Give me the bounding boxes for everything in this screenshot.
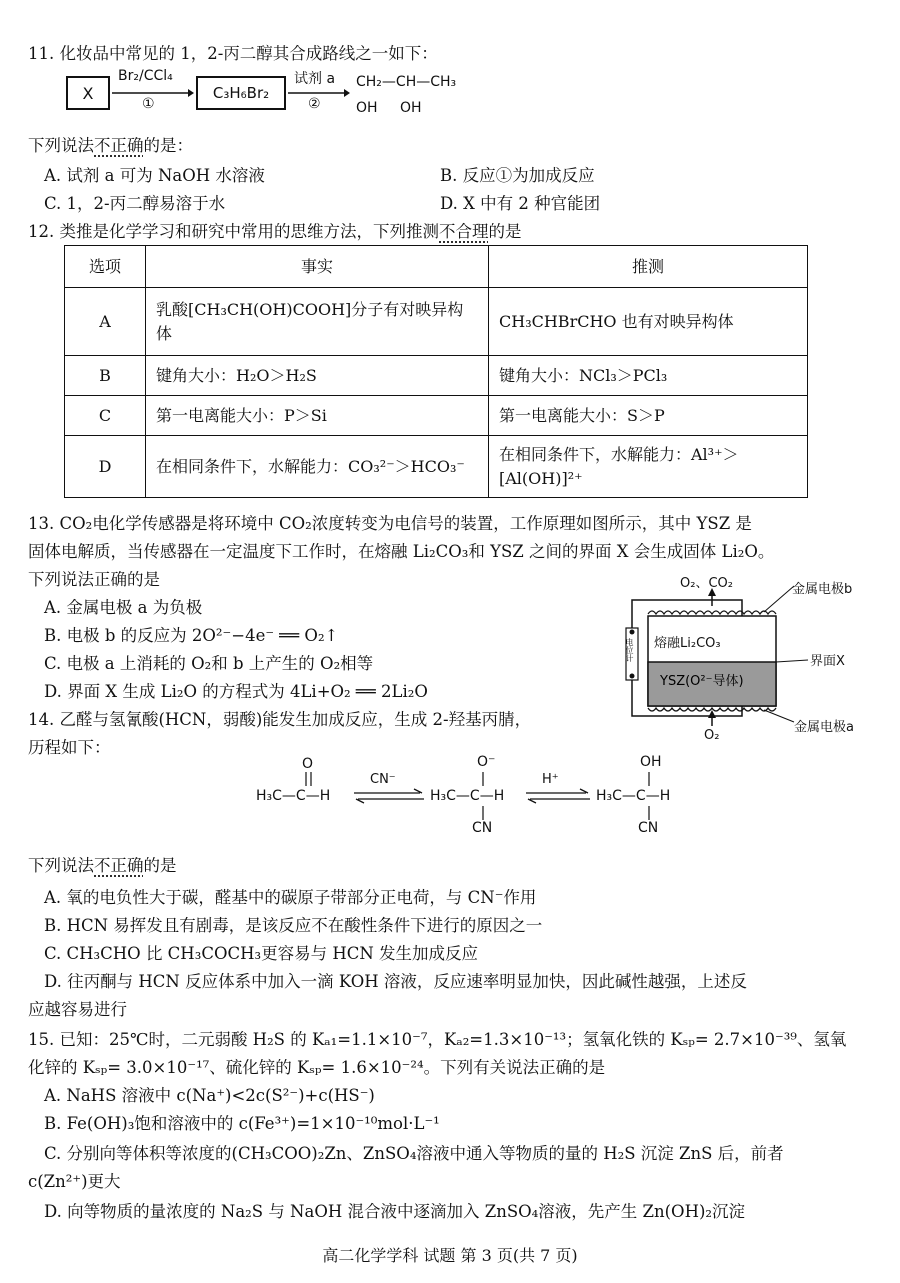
reactant-double-bond <box>303 772 315 786</box>
q12-stem <box>28 218 522 242</box>
q15-option-c-line-1: C. 分别向等体积等浓度的(CH₃COO)₂Zn、ZnSO₄溶液中通入等物质的量的 H₂S 沉淀 ZnS 后，前者 <box>44 1144 784 1163</box>
q14-option-c: C. CH₃CHO 比 CH₃COCH₃更容易与 HCN 发生加成反应 <box>44 944 479 963</box>
header-option: 选项 <box>65 246 146 288</box>
meter-label: 电位计 <box>625 638 634 662</box>
q14-option-a: A. 氧的电负性大于碳，醛基中的碳原子带部分正电荷，与 CN⁻作用 <box>44 888 537 907</box>
row-d-inference: 在相同条件下，水解能力：Al³⁺＞[Al(OH)]²⁺ <box>489 436 808 498</box>
product-cn: CN <box>638 820 659 836</box>
intermediate-chain: H₃C—C—H <box>430 788 505 804</box>
q14-line-2: 历程如下： <box>28 738 111 757</box>
catalyst-cn: CN⁻ <box>370 772 396 787</box>
q12-stem-pre: 12. 类推是化学学习和研究中常用的思维方法，下列推测 <box>28 222 439 241</box>
reagent-2: 试剂 a <box>294 71 336 87</box>
row-c-label: C <box>65 396 146 436</box>
q13-option-b: B. 电极 b 的反应为 2O²⁻−4e⁻ ══ O₂↑ <box>44 626 339 645</box>
q14-prompt-post: 的是 <box>143 856 177 875</box>
intermediate-bond-up <box>481 772 485 786</box>
intermediate-oxide: O⁻ <box>477 754 496 770</box>
equilibrium-arrow-2 <box>526 788 590 804</box>
row-c-inference: 第一电离能大小：S＞P <box>489 396 808 436</box>
intermediate-bond-down <box>481 806 485 820</box>
q11-stem: 11. 化妆品中常见的 1，2-丙二醇其合成路线之一如下： <box>28 44 438 63</box>
reactant-x-box: X <box>66 76 110 110</box>
q15-option-b: B. Fe(OH)₃饱和溶液中的 c(Fe³⁺)=1×10⁻¹⁰mol·L⁻¹ <box>44 1114 440 1133</box>
q13-line-3: 下列说法正确的是 <box>28 570 160 589</box>
bottom-gas-label: O₂ <box>704 728 720 743</box>
intermediate-cn: CN <box>472 820 493 836</box>
q13-line-2: 固体电解质，当传感器在一定温度下工作时，在熔融 Li₂CO₃和 YSZ 之间的界面 X 会生成固体 Li₂O。 <box>28 542 775 561</box>
table-row <box>65 288 808 356</box>
electrode-b-label: 金属电极b <box>792 582 853 597</box>
q11-option-b: B. 反应①为加成反应 <box>440 166 595 185</box>
q11-prompt-emphasis: 不正确 <box>94 136 144 155</box>
sensor-diagram-drawing <box>624 572 900 752</box>
q15-line-2: 化锌的 Kₛₚ= 3.0×10⁻¹⁷、硫化锌的 Kₛₚ= 1.6×10⁻²⁴。下列有关说法正确的是 <box>28 1058 606 1077</box>
row-b-fact: 键角大小：H₂O＞H₂S <box>146 356 489 396</box>
q12-table <box>64 245 808 498</box>
catalyst-h: H⁺ <box>542 772 559 787</box>
q15-line-1: 15. 已知：25℃时，二元弱酸 H₂S 的 Kₐ₁=1.1×10⁻⁷，Kₐ₂=1.3×10⁻¹³；氢氧化铁的 Kₛₚ= 2.7×10⁻³⁹、氢氧 <box>28 1030 847 1049</box>
reagent-1: Br₂/CCl₄ <box>118 68 173 84</box>
q11-option-a: A. 试剂 a 可为 NaOH 水溶液 <box>44 166 265 185</box>
q15-option-d: D. 向等物质的量浓度的 Na₂S 与 NaOH 混合液中逐滴加入 ZnSO₄溶液，先产生 Zn(OH)₂沉淀 <box>44 1202 746 1221</box>
equilibrium-arrow-1 <box>354 788 424 804</box>
row-a-inference: CH₃CHBrCHO 也有对映异构体 <box>489 288 808 356</box>
product-bond-up <box>647 772 651 786</box>
q14-option-d-line-2: 应越容易进行 <box>28 1000 127 1019</box>
row-b-label: B <box>65 356 146 396</box>
product-chain: CH₂—CH—CH₃ <box>356 74 457 90</box>
q14-prompt-emphasis: 不正确 <box>94 856 144 875</box>
q14-option-d-line-1: D. 往丙酮与 HCN 反应体系中加入一滴 KOH 溶液，反应速率明显加快，因此碱性越强，上述反 <box>44 972 747 991</box>
header-fact: 事实 <box>146 246 489 288</box>
reactant-chain: H₃C—C—H <box>256 788 331 804</box>
q12-stem-emphasis: 不合理 <box>439 222 489 241</box>
table-row <box>65 396 808 436</box>
q11-option-c: C. 1，2-丙二醇易溶于水 <box>44 194 226 213</box>
header-inference: 推测 <box>489 246 808 288</box>
top-gas-label: O₂、CO₂ <box>680 576 733 591</box>
row-b-inference: 键角大小：NCl₃＞PCl₃ <box>489 356 808 396</box>
table-row <box>65 356 808 396</box>
page-footer: 高二化学学科 试题 第 3 页(共 7 页) <box>322 1246 578 1265</box>
q13-option-d: D. 界面 X 生成 Li₂O 的方程式为 4Li+O₂ ══ 2Li₂O <box>44 682 428 701</box>
table-row <box>65 436 808 498</box>
step-1-label: ① <box>142 96 155 112</box>
q15-option-a: A. NaHS 溶液中 c(Na⁺)<2c(S²⁻)+c(HS⁻) <box>44 1086 375 1105</box>
electrode-a-label: 金属电极a <box>794 720 854 735</box>
q13-line-1: 13. CO₂电化学传感器是将环境中 CO₂浓度转变为电信号的装置，工作原理如图所示，其中 YSZ 是 <box>28 514 752 533</box>
interface-label: 界面X <box>810 654 845 669</box>
reactant-oxygen: O <box>302 756 314 772</box>
table-header-row <box>65 246 808 288</box>
q11-prompt <box>28 132 193 156</box>
q14-prompt-pre: 下列说法 <box>28 856 94 875</box>
product-hydroxyl: OH <box>640 754 662 770</box>
q15-option-c-line-2: c(Zn²⁺)更大 <box>28 1172 121 1191</box>
product-bond-down <box>647 806 651 820</box>
row-d-label: D <box>65 436 146 498</box>
ysz-label: YSZ(O²⁻导体) <box>660 674 744 689</box>
row-c-fact: 第一电离能大小：P＞Si <box>146 396 489 436</box>
row-a-fact: 乳酸[CH₃CH(OH)COOH]分子有对映异构体 <box>146 288 489 356</box>
q11-prompt-post: 的是： <box>143 136 193 155</box>
q13-option-c: C. 电极 a 上消耗的 O₂和 b 上产生的 O₂相等 <box>44 654 374 673</box>
product-oh-2: OH <box>400 100 422 116</box>
row-d-fact: 在相同条件下，水解能力：CO₃²⁻＞HCO₃⁻ <box>146 436 489 498</box>
product-oh-1: OH <box>356 100 378 116</box>
intermediate-box: C₃H₆Br₂ <box>196 76 286 110</box>
q11-prompt-pre: 下列说法 <box>28 136 94 155</box>
product-chain: H₃C—C—H <box>596 788 671 804</box>
q13-option-a: A. 金属电极 a 为负极 <box>44 598 203 617</box>
q14-prompt <box>28 852 177 876</box>
row-a-label: A <box>65 288 146 356</box>
q12-stem-post: 的是 <box>488 222 522 241</box>
melt-label: 熔融Li₂CO₃ <box>654 636 721 651</box>
q11-option-d: D. X 中有 2 种官能团 <box>440 194 601 213</box>
q14-option-b: B. HCN 易挥发且有剧毒，是该反应不在酸性条件下进行的原因之一 <box>44 916 543 935</box>
q14-line-1: 14. 乙醛与氢氰酸(HCN，弱酸)能发生加成反应，生成 2-羟基丙腈， <box>28 710 532 729</box>
step-2-label: ② <box>308 96 321 112</box>
